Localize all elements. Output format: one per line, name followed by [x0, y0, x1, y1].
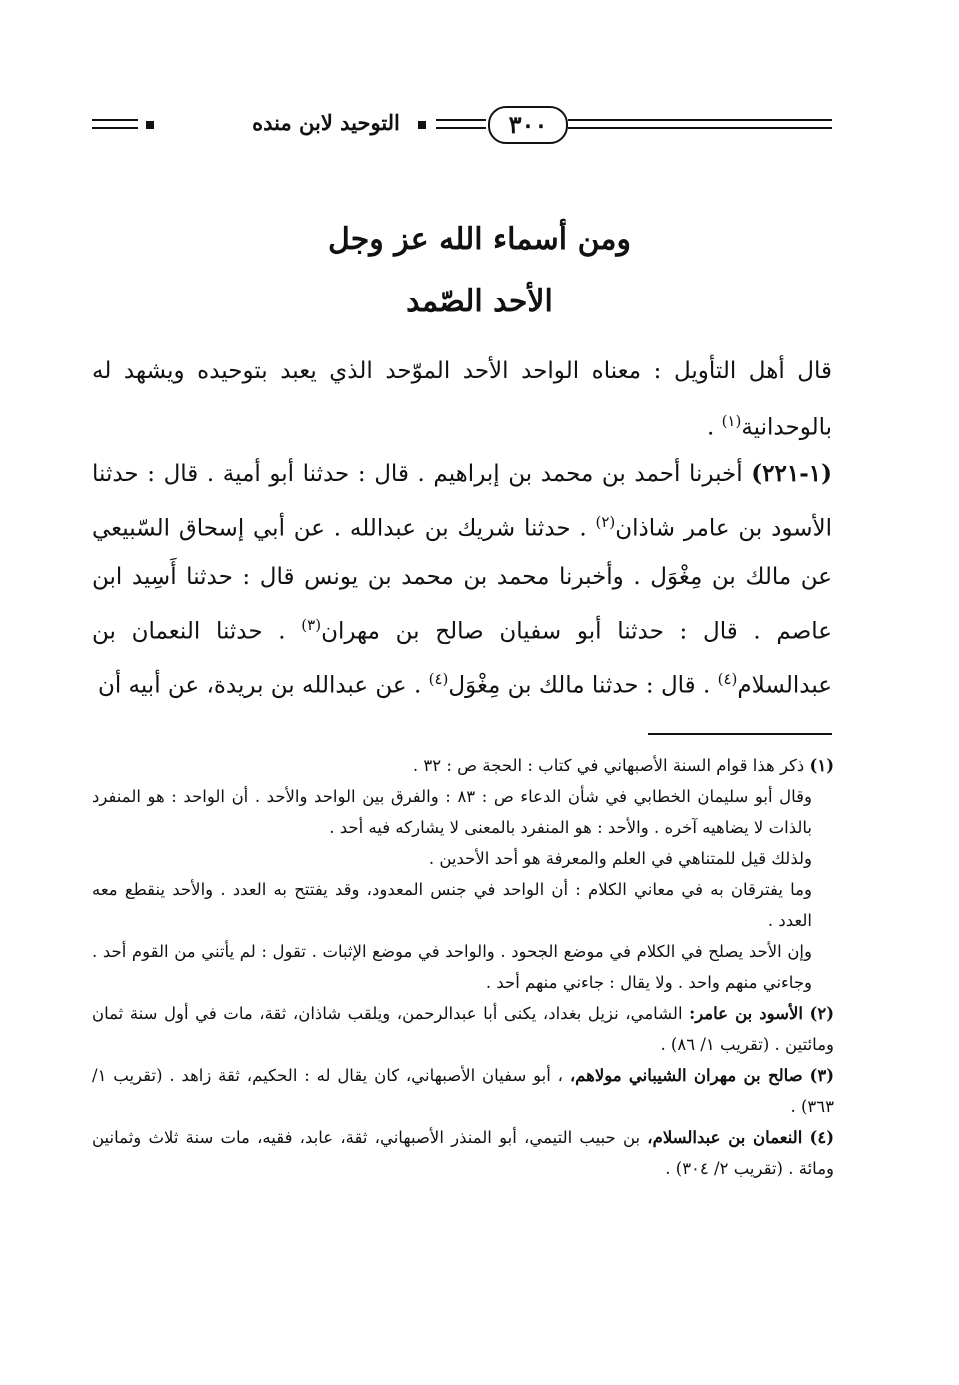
footnote-text: ذكر هذا قوام السنة الأصبهاني في كتاب : الحجة ص : ٣٢ . [412, 756, 805, 775]
hadith-number: (١-٢٢١) [751, 460, 832, 487]
header-rule-middle [436, 127, 486, 129]
header-rule-left [92, 127, 138, 129]
hadith-text: أخبرنا أحمد بن محمد بن إبراهيم . قال : حدثنا أبو أمية . قال : حدثنا الأسود بن عامر شاذان [92, 461, 832, 542]
intro-tail: . [706, 414, 715, 441]
header-rule-left [92, 119, 138, 121]
section-title: ومن أسماء الله عز وجل [328, 222, 631, 257]
header-square-ornament [418, 121, 426, 129]
footnote-text: ، أبو سفيان الأصبهاني، كان يقال له : الحكيم، ثقة زاهد . (تقريب ١/ ٣٦٣) . [92, 1066, 834, 1116]
footnote-1 [92, 750, 834, 781]
running-title: التوحيد لابن منده [252, 110, 400, 135]
footnote-3 [92, 1060, 834, 1122]
intro-text: قال أهل التأويل : معناه الواحد الأحد الموّحد الذي يعبد بتوحيده ويشهد له بالوحدانية [92, 358, 832, 441]
narrator-name: النعمان بن عبدالسلام، [647, 1128, 803, 1147]
footnote-separator [648, 733, 832, 735]
footnote-ref: (٢) [595, 513, 616, 531]
footnote-ref: (٣) [301, 615, 322, 634]
footnote-number: (١) [809, 756, 834, 775]
hadith-text: . قال : حدثنا مالك بن مِغْوَل [448, 672, 711, 699]
footnote-number: (٤) [809, 1128, 834, 1147]
footnote-1-paragraph: ولذلك قيل للمتناهي في العلم والمعرفة هو أحد الأحدين . [428, 849, 812, 868]
hadith-text: . حدثنا النعمان بن عبدالسلام [92, 618, 832, 699]
footnote-text: الشامي، نزيل بغداد، يكنى أبا عبدالرحمن، ويلقب شاذان، ثقة، مات في أول سنة ثمان ومائتين . (تقريب ١/ ٨٦) . [92, 1004, 834, 1054]
footnote-2 [92, 998, 834, 1060]
header-rule-right [568, 127, 832, 129]
footnote-1-paragraph: وما يفترقان به في معاني الكلام : أن الواحد في جنس المعدود، وقد يفتتح به العدد . والأحد ينقطع معه العدد . [92, 880, 812, 930]
page-number: ٣٠٠ [488, 106, 568, 144]
footnote-ref: (١) [721, 412, 742, 430]
narrator-name: الأسود بن عامر: [689, 1004, 803, 1023]
header-rule-right [568, 119, 832, 121]
page-header [92, 104, 832, 144]
section-subtitle: الأحد الصّمد [406, 284, 553, 319]
footnote-ref: (٤) [428, 670, 449, 689]
hadith-paragraph [92, 450, 832, 710]
footnote-ref: (٤) [717, 670, 738, 689]
footnote-number: (٢) [809, 1004, 835, 1023]
hadith-text: . عن عبدالله بن بريدة، عن أبيه أن [97, 672, 422, 699]
footnote-1-paragraph: وإن الأحد يصلح في الكلام في موضع الجحود . والواحد في موضع الإثبات . تقول : لم يأتني من القوم أحد . وجاءني منهم واحد . ولا يقال : جاءني منهم أحد . [92, 942, 812, 992]
footnote-4 [92, 1122, 834, 1184]
hadith-text: . حدثنا شريك بن عبدالله . عن أبي إسحاق السّبيعي عن مالك بن مِغْوَل . وأخبرنا محمد بن محمد بن يونس قال : حدثنا أَسِيد ابن عاصم . قال : حدثنا أبو سفيان صالح بن مهران [92, 515, 832, 645]
footnote-number: (٣) [809, 1066, 834, 1085]
narrator-name: صالح بن مهران الشيباني مولاهم، [569, 1066, 803, 1085]
header-rule-middle [436, 119, 486, 121]
footnote-1-paragraph: وقال أبو سليمان الخطابي في شأن الدعاء ص : ٨٣ : والفرق بين الواحد والأحد . أن الواحد : هو المنفرد بالذات لا يضاهيه آخره . والأحد : هو المنفرد بالمعنى لا يشاركه فيه أحد . [92, 787, 813, 837]
footnote-text: بن حبيب التيمي، أبو المنذر الأصبهاني، ثقة، عابد، فقيه، مات سنة ثلاث وثمانين ومائة . (تقريب ٢/ ٣٠٤) . [92, 1128, 834, 1178]
intro-paragraph [92, 346, 832, 453]
footnotes [92, 750, 834, 1184]
header-square-ornament [146, 121, 154, 129]
